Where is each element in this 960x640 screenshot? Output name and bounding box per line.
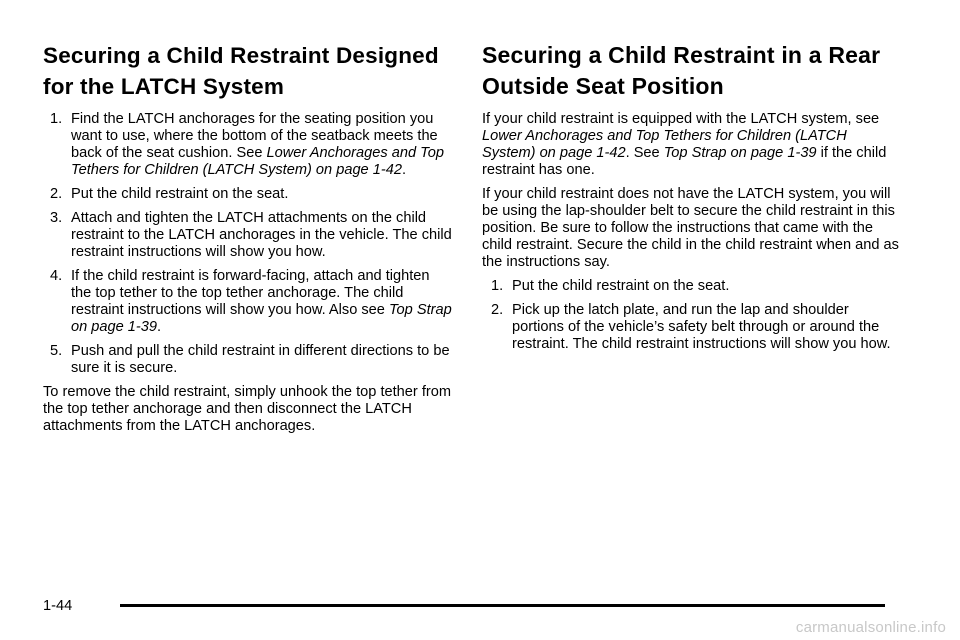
page-reference: Lower Anchorages and Top Tethers for Children (LATCH System) on page 1-42: [71, 145, 444, 178]
step-number: 3.: [50, 210, 63, 226]
list-item: [43, 186, 453, 203]
latch-steps-list: [43, 111, 453, 377]
right-section-heading: Securing a Child Restraint in a Rear Outside Seat Position: [482, 42, 881, 99]
step-text: Put the child restraint on the seat.: [71, 186, 289, 202]
left-column: [43, 40, 453, 442]
paragraph-text: if the child restraint has one.: [482, 145, 887, 178]
step-number: 1.: [491, 278, 504, 294]
step-text: Attach and tighten the LATCH attachments on the child restraint to the LATCH anchorages in the vehicle. The child restraint instructions will show you how.: [71, 210, 452, 260]
step-text: Put the child restraint on the seat.: [512, 278, 730, 294]
step-text: Push and pull the child restraint in different directions to be sure it is secure.: [71, 343, 450, 376]
step-text: If the child restraint is forward-facing, attach and tighten the top tether to the top tether anchorage. The child restraint instructions will show you how. Also see: [71, 268, 430, 318]
list-item: [482, 302, 902, 353]
step-text: Find the LATCH anchorages for the seating position you want to use, where the bottom of the seatback meets the back of the seat cushion. See: [71, 111, 438, 161]
step-text-end: .: [157, 319, 162, 335]
removal-paragraph: To remove the child restraint, simply unhook the top tether from the top tether anchorage and then disconnect the LATCH attachments from the LATCH anchorages.: [43, 384, 452, 434]
list-item: [43, 111, 453, 179]
footer-divider: [120, 604, 885, 607]
right-column: [482, 40, 902, 360]
step-text: Pick up the latch plate, and run the lap and shoulder portions of the vehicle’s safety belt through or around the restraint. The child restraint instructions will show you how.: [512, 302, 891, 352]
page-number: 1-44: [43, 598, 73, 614]
page-reference: Top Strap on page 1-39: [663, 145, 817, 161]
step-number: 1.: [50, 111, 63, 127]
list-item: [482, 278, 902, 295]
no-latch-paragraph: If your child restraint does not have the LATCH system, you will be using the lap-shoulder belt to secure the child restraint in this position. Be sure to follow the instructions that came with the child restraint. Secure the child in the child restraint when and as the instructions say.: [482, 186, 899, 270]
step-number: 4.: [50, 268, 63, 284]
list-item: [43, 268, 453, 336]
belt-steps-list: [482, 278, 902, 353]
page-reference: Top Strap on page 1-39: [71, 302, 452, 335]
step-text-end: .: [401, 162, 407, 178]
latch-equipped-paragraph: [482, 111, 902, 179]
watermark: carmanualsonline.info: [795, 619, 946, 636]
step-number: 2.: [491, 302, 504, 318]
paragraph-text: If your child restraint is equipped with the LATCH system, see: [482, 111, 880, 127]
page-reference: Lower Anchorages and Top Tethers for Children (LATCH System) on page 1-42: [482, 128, 847, 161]
step-number: 5.: [50, 343, 63, 359]
paragraph-text: . See: [625, 145, 664, 161]
list-item: [43, 210, 453, 261]
list-item: [43, 343, 453, 377]
left-section-heading: Securing a Child Restraint Designed for the LATCH System: [43, 43, 439, 99]
step-number: 2.: [50, 186, 63, 202]
